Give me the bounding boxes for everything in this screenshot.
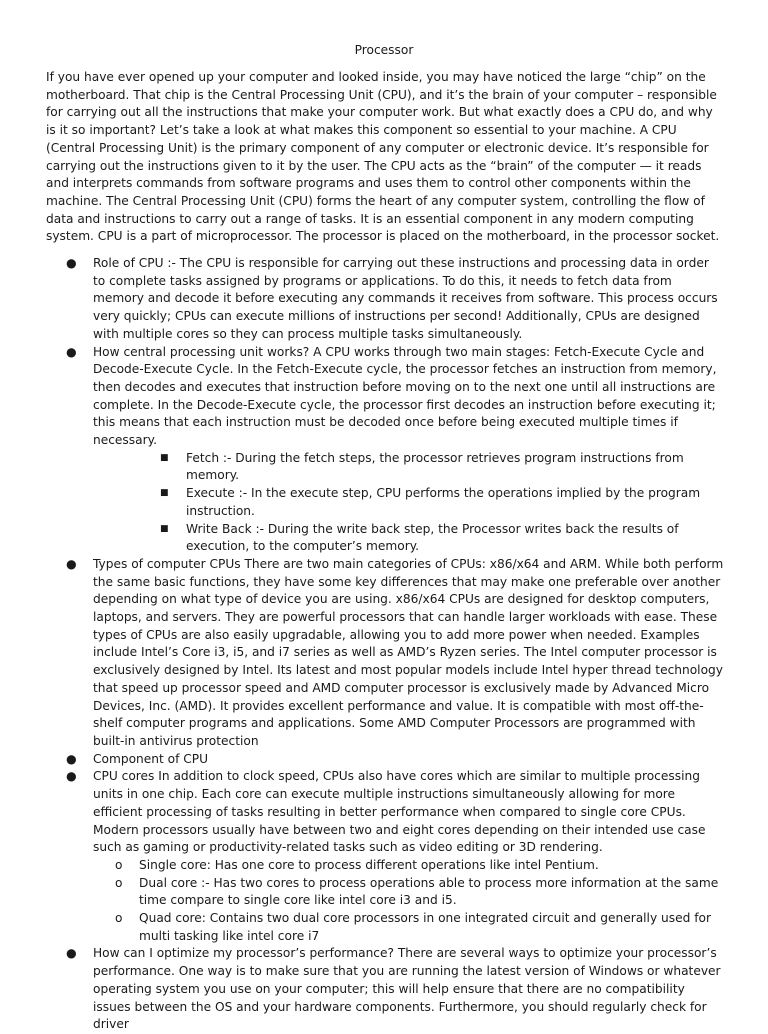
bullet-dot-icon: ● [66, 751, 77, 766]
list-item-fetch: ■ Fetch :- During the fetch steps, the processor retrieves program instructions from memory. [160, 450, 684, 483]
bullet-circle-icon: o [115, 857, 123, 872]
page-title: Processor [354, 43, 414, 57]
bullet-list [0, 255, 768, 1034]
bullet-circle-icon: o [115, 911, 123, 926]
list-item-writeback: ■ Write Back :- During the write back step, the Processor writes back the results of execution, to the computer’s memory. [160, 521, 679, 554]
list-item-single-core: o Single core: Has one core to process different operations like intel Pentium. [0, 857, 768, 875]
bullet-dot-icon: ● [66, 256, 77, 270]
list-item-how: ● How central processing unit works? A CPU works through two main stages: Fetch-Execute Cycle and Decode-Execute Cycle. In the Fetch-Execute cycle, the processor fetches an instruction from memory, then decodes and executes that instruction before moving on to the next one until all instructions are complete. In the Decode-Execute cycle, the processor first decodes an instruction before executing it; this means that each instruction must be decoded once before being executed multiple times if necessary. [66, 344, 717, 448]
list-item-role: ● Role of CPU :- The CPU is responsible for carrying out these instructions and processing data in order to complete tasks assigned by programs or applications. To do this, it needs to fetch data from memory and decode it before executing any commands it receives from software. This process occurs very quickly; CPUs can execute millions of instructions per second! Additionally, CPUs are designed with multiple cores so they can process multiple tasks simultaneously. [66, 256, 718, 341]
list-item-cores: ● CPU cores In addition to clock speed, CPUs also have cores which are similar to multiple processing units in one chip. Each core can execute multiple instructions simultaneously allowing for more efficient processing of tasks resulting in better performance when compared to single core CPUs. Modern processors usually have between two and eight cores depending on their intended use case such as gaming or productivity-related tasks such as video editing or 3D rendering. [66, 769, 706, 855]
bullet-dot-icon: ● [66, 344, 77, 359]
list-item-quad-core: o Quad core: Contains two dual core processors in one integrated circuit and generally used for multi tasking like intel core i7 [115, 911, 711, 943]
bullet-square-icon: ■ [160, 452, 169, 463]
bullet-circle-icon: o [115, 875, 123, 890]
list-item-dual-core: o Dual core :- Has two cores to process operations able to process more information at the same time compare to single core like intel core i3 and i5. [115, 875, 719, 908]
list-item-execute: ■ Execute :- In the execute step, CPU performs the operations implied by the program instruction. [160, 486, 701, 518]
bullet-square-icon: ■ [160, 523, 169, 534]
bullet-dot-icon: ● [66, 946, 77, 961]
intro-paragraph: If you have ever opened up your computer and looked inside, you may have noticed the large “chip” on the motherboard. That chip is the Central Processing Unit (CPU), and it’s the brain of your computer – responsible for carrying out all the instructions that make your computer work. But what exactly does a CPU do, and why is it so important? Let’s take a look at what makes this component so essential to your machine. A CPU (Central Processing Unit) is the primary component of any computer or electronic device. It’s responsible for carrying out the instructions given to it by the user. The CPU acts as the “brain” of the computer — it reads and interprets commands from software programs and uses them to control other components within the machine. The Central Processing Unit (CPU) forms the heart of any computer system, controlling the flow of data and instructions to carry out a range of tasks. It is an essential component in any modern computing system. CPU is a part of microprocessor. The processor is placed on the motherboard, in the processor socket. [46, 70, 720, 244]
list-item-component: ● Component of CPU [0, 751, 768, 769]
bullet-dot-icon: ● [66, 769, 77, 784]
list-item-optimize: ● How can I optimize my processor’s performance? There are several ways to optimize your processor’s performance. One way is to make sure that you are running the latest version of Windows or whatever operating system you use on your computer; this will help ensure that there are no compatibility issues between the OS and your hardware components. Furthermore, you should regularly check for driver [66, 946, 721, 1032]
bullet-dot-icon: ● [66, 556, 77, 571]
list-item-types: ● Types of computer CPUs There are two main categories of CPUs: x86/x64 and ARM. While both perform the same basic functions, they have some key differences that may make one preferable over another depending on what type of device you are using. x86/x64 CPUs are designed for desktop computers, laptops, and servers. They are powerful processors that can handle larger workloads with ease. These types of CPUs are also easily upgradable, allowing you to add more power when needed. Examples include Intel’s Core i3, i5, and i7 series as well as AMD’s Ryzen series. The Intel computer processor is exclusively designed by Intel. Its latest and most popular models include Intel hyper thread technology that speed up processor speed and AMD computer processor is exclusively made by Advanced Micro Devices, Inc. (AMD). It provides excellent performance and value. It is compatible with most off-the- shelf computer programs and applications. Some AMD Computer Processors are programmed with built-in antivirus protection [66, 556, 724, 748]
bullet-square-icon: ■ [160, 488, 169, 499]
